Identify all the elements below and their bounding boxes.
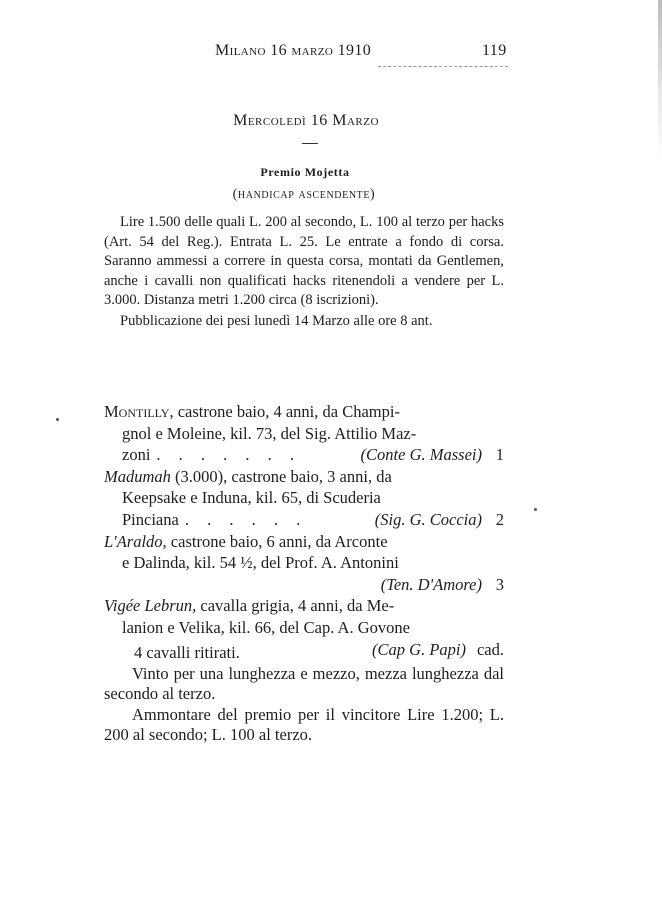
winning-margins: Vinto per una lunghezza e mezzo, mezza lunghezza dal secondo al terzo. — [104, 663, 504, 703]
page-number: 119 — [482, 42, 507, 59]
placing: 1 — [495, 445, 504, 465]
page-edge-shadow — [658, 0, 662, 160]
horse-name: L'Araldo, — [104, 531, 167, 551]
prize-amount: Ammontare del premio per il vincitore Lire 1.200; L. 200 al secondo; L. 100 al terzo. — [104, 704, 504, 744]
entry-line: Keepsake e Induna, kil. 65, di Scuderia — [122, 488, 381, 508]
print-speck — [534, 508, 537, 511]
day-heading-rule — [302, 143, 318, 144]
entry-3 — [104, 531, 504, 596]
horse-name: Montilly, — [104, 402, 174, 421]
running-head-rule — [378, 66, 508, 67]
rider-name: (Sig. G. Coccia) — [374, 509, 482, 529]
placing: 3 — [495, 574, 504, 594]
running-head-text: Milano 16 marzo 1910 — [215, 42, 372, 59]
entry-line — [104, 574, 504, 596]
running-head — [215, 42, 515, 60]
entry-line — [104, 466, 504, 488]
entry-line — [104, 509, 504, 531]
entry-line — [104, 401, 504, 423]
horse-name: Madumah — [104, 466, 171, 486]
race-conditions — [104, 213, 504, 332]
entry-line: e Dalinda, kil. 54 ½, del Prof. A. Antonini — [122, 553, 399, 573]
entry-line — [104, 531, 504, 553]
race-result — [104, 643, 504, 746]
withdrawn-note: 4 cavalli ritirati. — [134, 643, 240, 662]
race-subtitle: (handicap ascendente) — [232, 187, 376, 202]
entry-description: cavalla grigia, 4 anni, da Me- — [196, 596, 395, 616]
entry-line — [104, 444, 504, 466]
day-heading: Mercoledì 16 Marzo — [233, 112, 379, 129]
rider-name: (Ten. D'Amore) — [380, 574, 482, 594]
leader-dots: . . . . . . — [184, 509, 308, 529]
placing: cad. — [476, 639, 504, 659]
rider-name: (Cap G. Papi) — [372, 639, 466, 659]
entries-list — [104, 401, 504, 660]
horse-name: Vigée Lebrun, — [104, 596, 197, 616]
entry-2 — [104, 466, 504, 531]
weights-publication-paragraph: Pubblicazione dei pesi lunedì 14 Marzo alle ore 8 ant. — [120, 312, 433, 329]
entry-line — [104, 595, 504, 617]
rider-name: (Conte G. Massei) — [360, 445, 482, 465]
race-name: Premio Mojetta — [260, 165, 350, 179]
entry-owner-tail: Pinciana — [122, 509, 179, 529]
entry-description: castrone baio, 4 anni, da Champi- — [173, 402, 400, 421]
entry-description: (3.000), castrone baio, 3 anni, da — [170, 466, 392, 486]
print-speck — [56, 418, 59, 421]
entry-1 — [104, 401, 504, 466]
entry-line: gnol e Moleine, kil. 73, del Sig. Attilio Maz- — [122, 423, 417, 443]
conditions-paragraph: Lire 1.500 delle quali L. 200 al secondo, L. 100 al terzo per hacks (Art. 54 del Reg.). Entrata L. 25. Le entrate a fondo di corsa. Saranno ammessi a correre in questa corsa, montati da Gentlemen, anche i cavalli non qualificati hacks ritenendoli a vendere per L. 3.000. Distanza metri 1.200 circa (8 iscrizioni). — [104, 214, 504, 309]
placing: 2 — [495, 509, 504, 529]
entry-owner-tail: zoni — [122, 445, 151, 465]
leader-dots: . . . . . . . — [156, 445, 302, 465]
entry-description: castrone baio, 6 anni, da Arconte — [166, 531, 388, 551]
entry-line: lanion e Velika, kil. 66, del Cap. A. Govone — [122, 617, 410, 637]
